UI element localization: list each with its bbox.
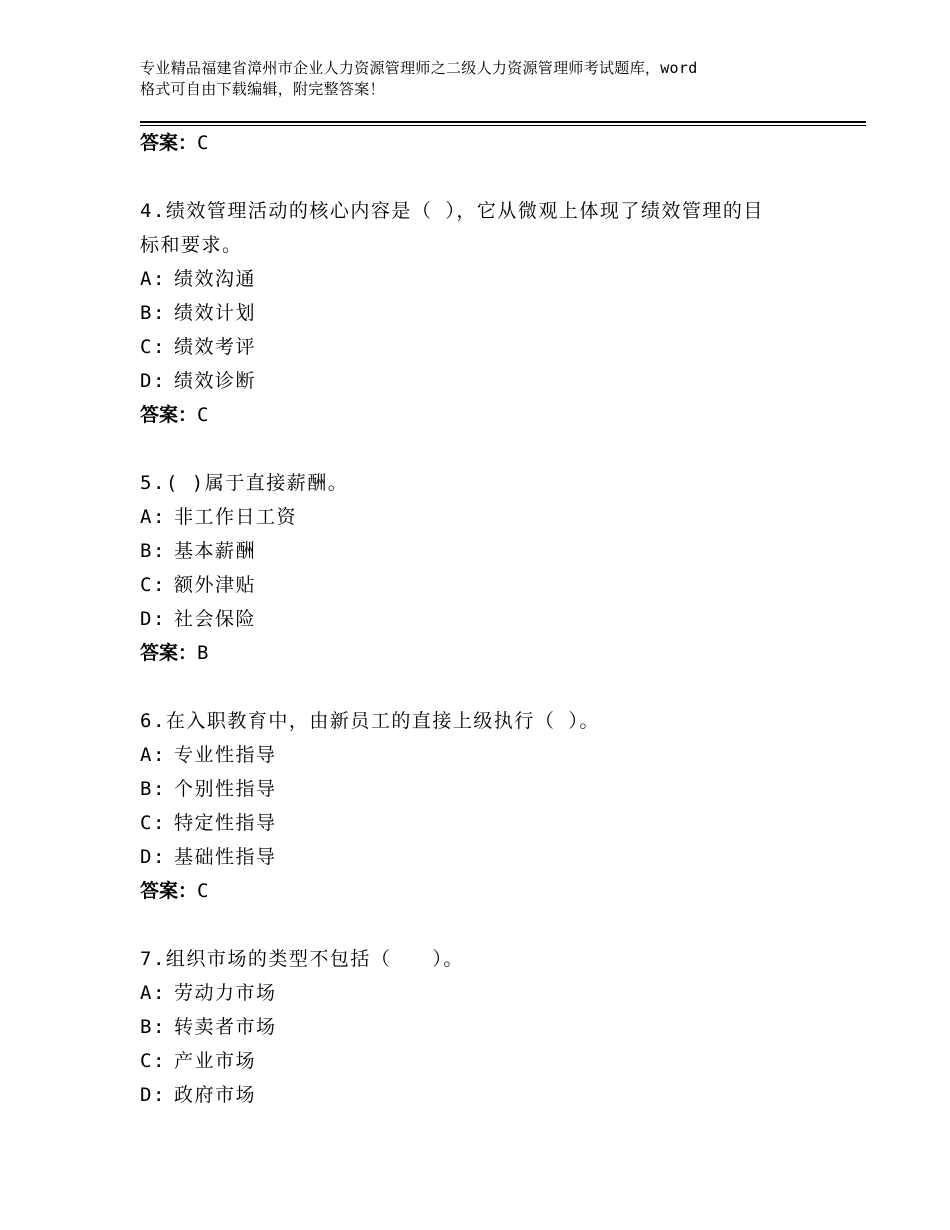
answer-label: 答案： (140, 132, 198, 154)
answer-value: C (197, 880, 209, 902)
header-title-line-2: 格式可自由下载编辑，附完整答案！ (140, 80, 385, 98)
question-stem: 5.( )属于直接薪酬。 (140, 472, 349, 494)
option-text: 非工作日工资 (174, 506, 298, 528)
answer-line (140, 874, 830, 908)
option-key: C: (140, 812, 166, 834)
option-text: 基础性指导 (174, 846, 277, 868)
option-text: 基本薪酬 (174, 540, 257, 562)
answer-value: B (197, 642, 209, 664)
option-text: 额外津贴 (174, 574, 257, 596)
option-text: 政府市场 (174, 1084, 257, 1106)
option-key: D: (140, 1084, 166, 1106)
question-item (140, 942, 830, 976)
spacer (140, 908, 830, 942)
question-item (140, 466, 830, 500)
option-d (140, 1078, 830, 1112)
option-key: A: (140, 982, 166, 1004)
option-text: 绩效诊断 (174, 370, 257, 392)
spacer (140, 670, 830, 704)
answer-value: C (197, 404, 209, 426)
option-key: A: (140, 506, 166, 528)
option-key: A: (140, 268, 166, 290)
option-key: C: (140, 574, 166, 596)
option-d (140, 602, 830, 636)
question-stem: 7.组织市场的类型不包括（ ）。 (140, 948, 464, 970)
option-b (140, 296, 830, 330)
option-text: 劳动力市场 (174, 982, 277, 1004)
option-text: 专业性指导 (174, 744, 277, 766)
answer-label: 答案： (140, 642, 198, 664)
option-text: 绩效考评 (174, 336, 257, 358)
answer-line (140, 398, 830, 432)
question-stem: 6.在入职教育中，由新员工的直接上级执行（ ）。 (140, 710, 600, 732)
option-key: B: (140, 302, 166, 324)
option-key: A: (140, 744, 166, 766)
option-key: D: (140, 608, 166, 630)
option-d (140, 840, 830, 874)
option-key: B: (140, 778, 166, 800)
option-a (140, 738, 830, 772)
option-key: B: (140, 540, 166, 562)
header-rule-thick (140, 121, 866, 123)
option-text: 绩效计划 (174, 302, 257, 324)
question-item (140, 194, 830, 262)
option-c (140, 806, 830, 840)
page-header (140, 58, 840, 100)
spacer (140, 432, 830, 466)
option-a (140, 976, 830, 1010)
option-c (140, 568, 830, 602)
option-text: 特定性指导 (174, 812, 277, 834)
question-list (140, 126, 830, 1112)
spacer (140, 160, 830, 194)
option-text: 产业市场 (174, 1050, 257, 1072)
option-c (140, 330, 830, 364)
option-text: 绩效沟通 (174, 268, 257, 290)
option-a (140, 262, 830, 296)
option-text: 转卖者市场 (174, 1016, 277, 1038)
option-key: B: (140, 1016, 166, 1038)
answer-label: 答案： (140, 404, 198, 426)
option-a (140, 500, 830, 534)
answer-value: C (197, 132, 209, 154)
option-text: 社会保险 (174, 608, 257, 630)
option-b (140, 534, 830, 568)
option-b (140, 772, 830, 806)
answer-line (140, 636, 830, 670)
header-title-line-1: 专业精品福建省漳州市企业人力资源管理师之二级人力资源管理师考试题库，word (140, 59, 698, 77)
option-key: C: (140, 1050, 166, 1072)
option-key: C: (140, 336, 166, 358)
option-b (140, 1010, 830, 1044)
option-text: 个别性指导 (174, 778, 277, 800)
option-c (140, 1044, 830, 1078)
question-stem: 4.绩效管理活动的核心内容是（ ），它从微观上体现了绩效管理的目 (140, 200, 764, 222)
option-d (140, 364, 830, 398)
answer-label: 答案： (140, 880, 198, 902)
option-key: D: (140, 846, 166, 868)
question-item (140, 704, 830, 738)
answer-line (140, 126, 830, 160)
option-key: D: (140, 370, 166, 392)
question-stem-continued: 标和要求。 (140, 234, 243, 256)
